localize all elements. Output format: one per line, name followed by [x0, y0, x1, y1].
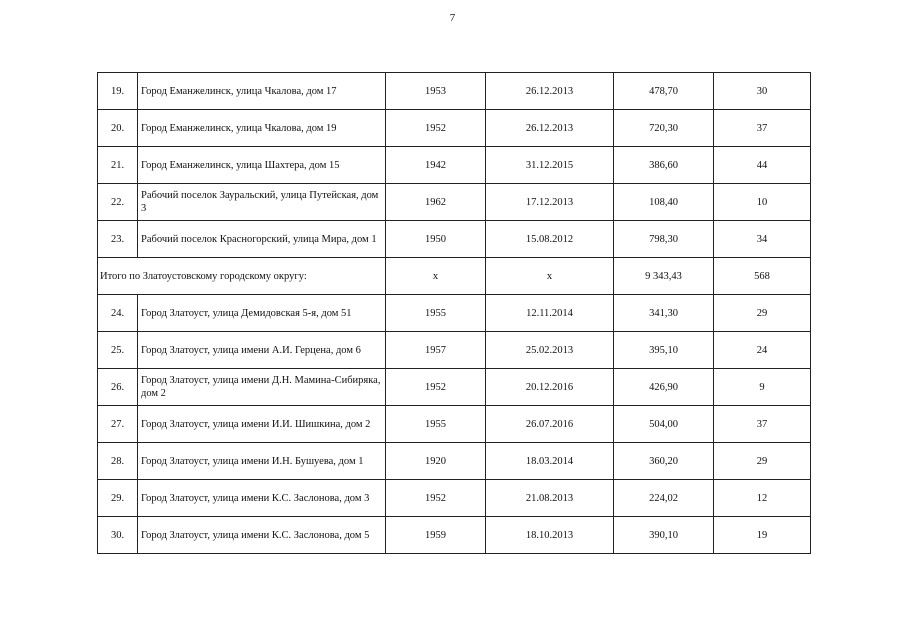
- row-number: 25.: [98, 332, 138, 369]
- area-cell: 426,90: [614, 369, 714, 406]
- row-number: 26.: [98, 369, 138, 406]
- row-number: 29.: [98, 480, 138, 517]
- row-number: 20.: [98, 110, 138, 147]
- area-cell: 720,30: [614, 110, 714, 147]
- address-cell: Город Еманжелинск, улица Шахтера, дом 15: [138, 147, 386, 184]
- year-cell: 1942: [386, 147, 486, 184]
- total-area-cell: 9 343,43: [614, 258, 714, 295]
- address-cell: Город Златоуст, улица Демидовская 5-я, дом 51: [138, 295, 386, 332]
- residents-cell: 30: [714, 73, 811, 110]
- area-cell: 390,10: [614, 517, 714, 554]
- table-row: [98, 517, 811, 554]
- table-row: [98, 221, 811, 258]
- address-cell: Город Еманжелинск, улица Чкалова, дом 17: [138, 73, 386, 110]
- table-body: [98, 73, 811, 554]
- area-cell: 798,30: [614, 221, 714, 258]
- area-cell: 504,00: [614, 406, 714, 443]
- housing-table: [97, 72, 811, 554]
- page-number: 7: [449, 12, 456, 24]
- date-cell: 12.11.2014: [486, 295, 614, 332]
- row-number: 22.: [98, 184, 138, 221]
- date-cell: 20.12.2016: [486, 369, 614, 406]
- date-cell: 18.03.2014: [486, 443, 614, 480]
- table-row: [98, 443, 811, 480]
- date-cell: 21.08.2013: [486, 480, 614, 517]
- row-number: 24.: [98, 295, 138, 332]
- area-cell: 360,20: [614, 443, 714, 480]
- year-cell: 1920: [386, 443, 486, 480]
- row-number: 30.: [98, 517, 138, 554]
- area-cell: 478,70: [614, 73, 714, 110]
- residents-cell: 19: [714, 517, 811, 554]
- year-cell: 1955: [386, 295, 486, 332]
- total-residents-cell: 568: [714, 258, 811, 295]
- residents-cell: 9: [714, 369, 811, 406]
- total-label: Итого по Златоустовскому городскому округу:: [98, 258, 386, 295]
- area-cell: 386,60: [614, 147, 714, 184]
- address-cell: Рабочий поселок Зауральский, улица Путейская, дом 3: [138, 184, 386, 221]
- row-number: 28.: [98, 443, 138, 480]
- year-cell: 1959: [386, 517, 486, 554]
- residents-cell: 34: [714, 221, 811, 258]
- address-cell: Город Златоуст, улица имени И.И. Шишкина, дом 2: [138, 406, 386, 443]
- address-cell: Город Златоуст, улица имени А.И. Герцена, дом 6: [138, 332, 386, 369]
- date-cell: 15.08.2012: [486, 221, 614, 258]
- area-cell: 224,02: [614, 480, 714, 517]
- year-cell: 1955: [386, 406, 486, 443]
- table-row: [98, 406, 811, 443]
- date-cell: 31.12.2015: [486, 147, 614, 184]
- row-number: 27.: [98, 406, 138, 443]
- address-cell: Город Златоуст, улица имени К.С. Заслонова, дом 3: [138, 480, 386, 517]
- table-row: [98, 184, 811, 221]
- table-row: [98, 110, 811, 147]
- total-year-cell: x: [386, 258, 486, 295]
- year-cell: 1962: [386, 184, 486, 221]
- year-cell: 1957: [386, 332, 486, 369]
- year-cell: 1952: [386, 110, 486, 147]
- address-cell: Город Златоуст, улица имени К.С. Заслонова, дом 5: [138, 517, 386, 554]
- total-date-cell: x: [486, 258, 614, 295]
- row-number: 21.: [98, 147, 138, 184]
- table-row: [98, 369, 811, 406]
- year-cell: 1952: [386, 369, 486, 406]
- address-cell: Город Златоуст, улица имени Д.Н. Мамина-Сибиряка, дом 2: [138, 369, 386, 406]
- year-cell: 1950: [386, 221, 486, 258]
- area-cell: 341,30: [614, 295, 714, 332]
- area-cell: 108,40: [614, 184, 714, 221]
- residents-cell: 12: [714, 480, 811, 517]
- date-cell: 26.12.2013: [486, 110, 614, 147]
- table-row: [98, 147, 811, 184]
- area-cell: 395,10: [614, 332, 714, 369]
- row-number: 23.: [98, 221, 138, 258]
- residents-cell: 37: [714, 110, 811, 147]
- residents-cell: 37: [714, 406, 811, 443]
- year-cell: 1953: [386, 73, 486, 110]
- residents-cell: 10: [714, 184, 811, 221]
- row-number: 19.: [98, 73, 138, 110]
- total-row: [98, 258, 811, 295]
- residents-cell: 29: [714, 443, 811, 480]
- residents-cell: 29: [714, 295, 811, 332]
- date-cell: 26.07.2016: [486, 406, 614, 443]
- address-cell: Город Еманжелинск, улица Чкалова, дом 19: [138, 110, 386, 147]
- table-row: [98, 295, 811, 332]
- table-row: [98, 332, 811, 369]
- residents-cell: 44: [714, 147, 811, 184]
- table-row: [98, 73, 811, 110]
- date-cell: 25.02.2013: [486, 332, 614, 369]
- date-cell: 26.12.2013: [486, 73, 614, 110]
- date-cell: 17.12.2013: [486, 184, 614, 221]
- date-cell: 18.10.2013: [486, 517, 614, 554]
- table-row: [98, 480, 811, 517]
- residents-cell: 24: [714, 332, 811, 369]
- year-cell: 1952: [386, 480, 486, 517]
- address-cell: Рабочий поселок Красногорский, улица Мира, дом 1: [138, 221, 386, 258]
- address-cell: Город Златоуст, улица имени И.Н. Бушуева, дом 1: [138, 443, 386, 480]
